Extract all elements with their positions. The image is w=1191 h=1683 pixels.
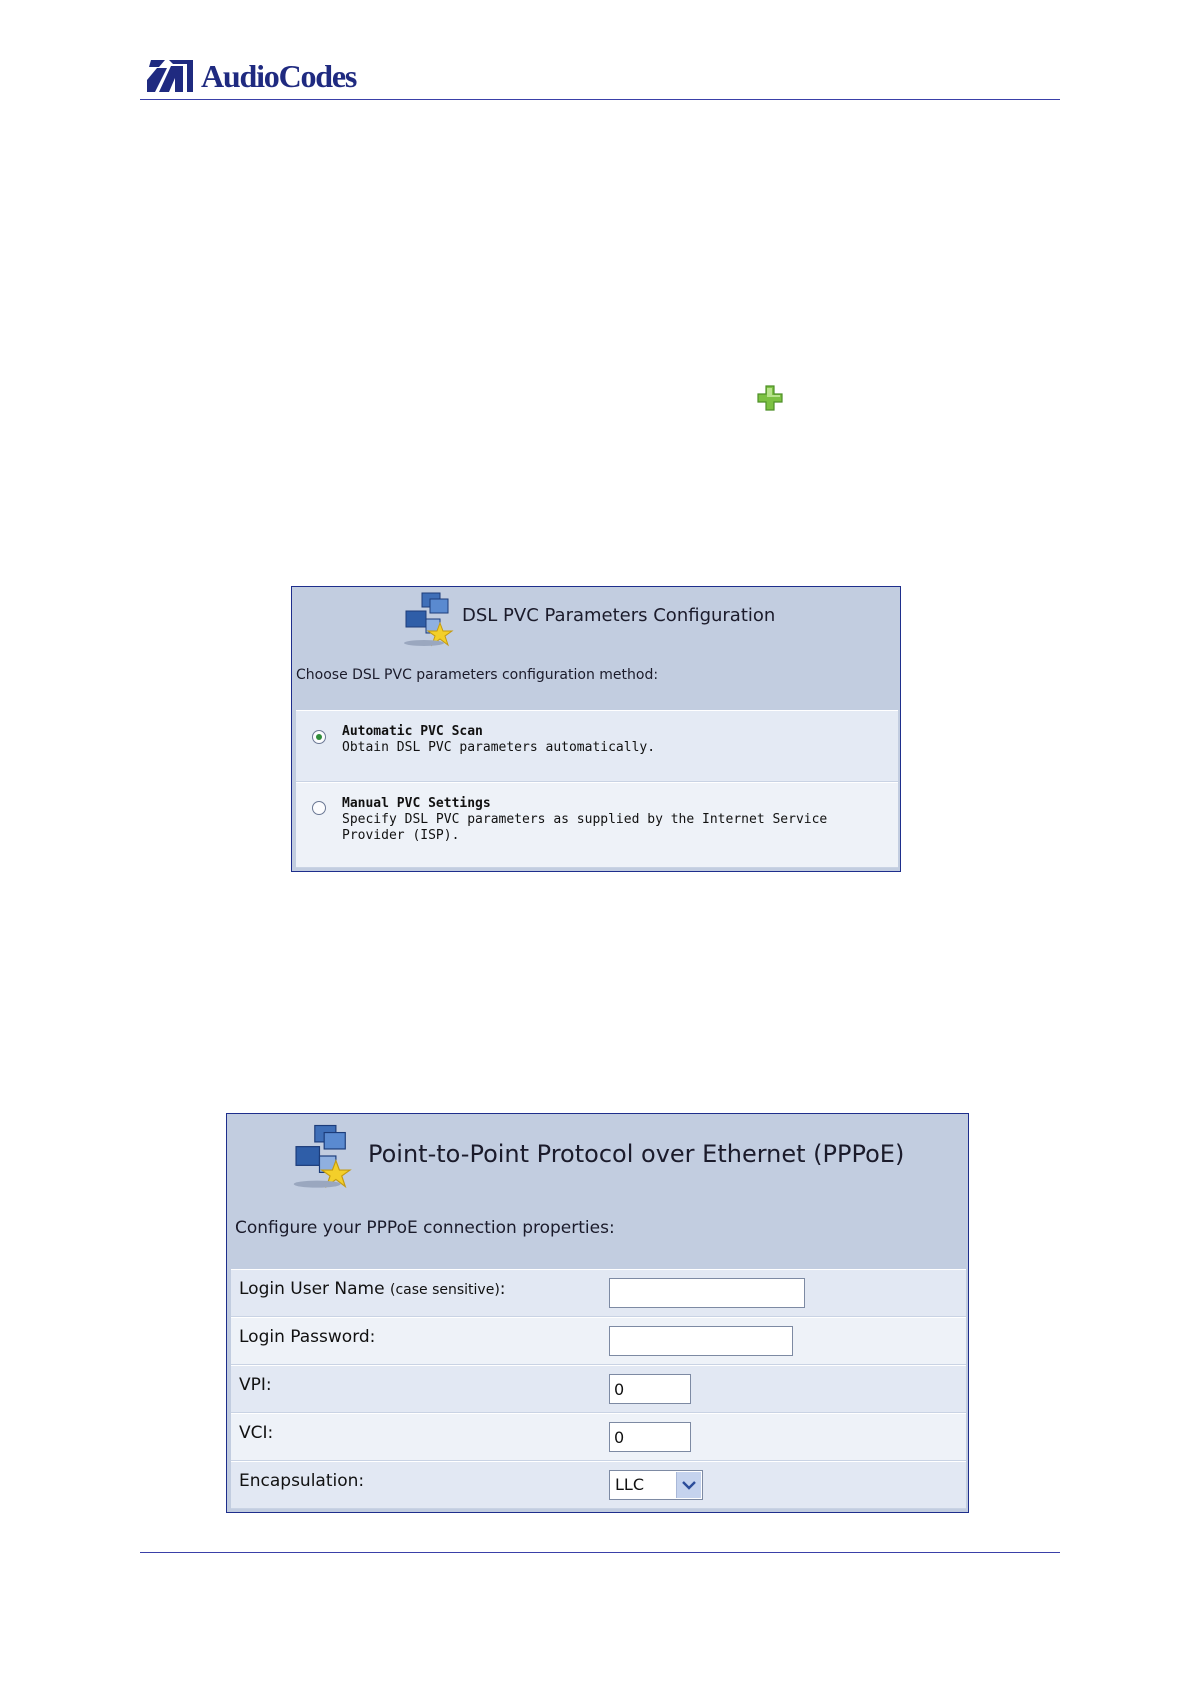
vpi-label: VPI: xyxy=(239,1375,272,1395)
green-plus-icon xyxy=(756,384,784,412)
login-user-name-label xyxy=(239,1279,506,1299)
pppoe-panel-prompt: Configure your PPPoE connection properties: xyxy=(235,1218,615,1238)
encapsulation-row xyxy=(231,1461,966,1509)
login-password-label: Login Password: xyxy=(239,1327,376,1347)
automatic-scan-radio[interactable] xyxy=(312,730,326,744)
dsl-pvc-panel xyxy=(291,586,901,872)
option-description: Obtain DSL PVC parameters automatically. xyxy=(342,740,656,755)
option-description: Specify DSL PVC parameters as supplied by the Internet Service Provider (ISP). xyxy=(342,812,828,843)
audiocodes-logo xyxy=(145,56,356,96)
login-user-name-input[interactable] xyxy=(609,1278,805,1308)
label-text: Login User Name xyxy=(239,1279,385,1299)
case-sensitive-note: (case sensitive) xyxy=(389,1282,500,1298)
vpi-input[interactable] xyxy=(609,1374,691,1404)
option-title: Automatic PVC Scan xyxy=(342,724,483,739)
vci-input[interactable] xyxy=(609,1422,691,1452)
encapsulation-select[interactable] xyxy=(609,1470,703,1500)
header-rule xyxy=(140,99,1060,100)
dsl-options xyxy=(296,710,898,868)
login-password-row xyxy=(231,1317,966,1365)
manual-settings-radio[interactable] xyxy=(312,801,326,815)
label-colon: : xyxy=(499,1279,506,1299)
vpi-row xyxy=(231,1365,966,1413)
option-title: Manual PVC Settings xyxy=(342,796,491,811)
network-wizard-icon xyxy=(400,589,458,649)
dsl-panel-title: DSL PVC Parameters Configuration xyxy=(462,605,776,626)
footer-rule xyxy=(140,1552,1060,1553)
pppoe-panel xyxy=(226,1113,969,1513)
pppoe-panel-title: Point-to-Point Protocol over Ethernet (PPPoE) xyxy=(368,1140,905,1168)
vci-label: VCI: xyxy=(239,1423,274,1443)
pppoe-fields xyxy=(231,1269,966,1509)
login-password-input[interactable] xyxy=(609,1326,793,1356)
dsl-panel-prompt: Choose DSL PVC parameters configuration method: xyxy=(296,667,659,683)
audiocodes-logo-icon xyxy=(145,58,195,94)
login-user-name-row xyxy=(231,1269,966,1317)
option-manual-pvc-settings[interactable] xyxy=(296,782,898,868)
logo-text: AudioCodes xyxy=(201,57,357,94)
vci-row xyxy=(231,1413,966,1461)
encapsulation-value: LLC xyxy=(615,1475,644,1494)
network-wizard-icon xyxy=(289,1120,357,1192)
option-automatic-pvc-scan[interactable] xyxy=(296,710,898,782)
encapsulation-label: Encapsulation: xyxy=(239,1471,365,1491)
chevron-down-icon[interactable] xyxy=(676,1472,701,1498)
